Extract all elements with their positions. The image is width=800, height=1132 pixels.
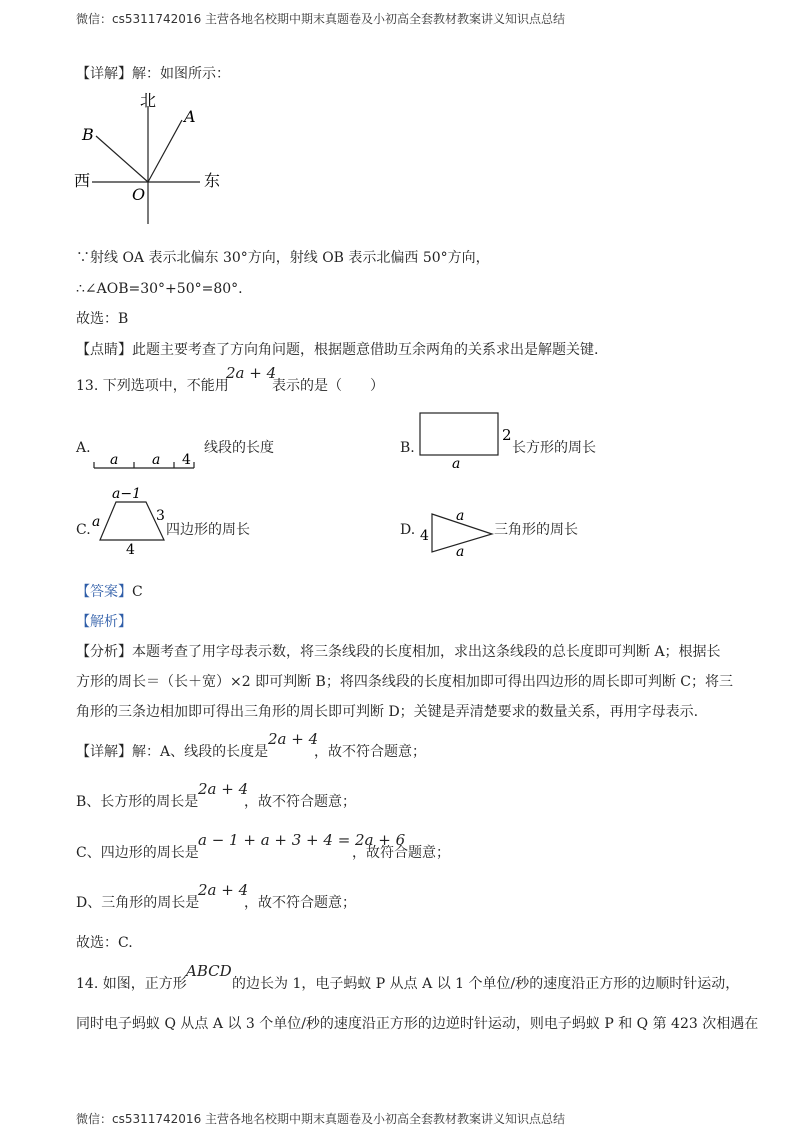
q13-detail-b-prefix: B、长方形的周长是 — [76, 794, 199, 810]
triangle-left-label: 4 — [420, 528, 429, 544]
rectangle-shape — [420, 413, 498, 455]
q13-detail-b-suffix: ，故不符合题意； — [244, 794, 356, 810]
quad-top-label: a−1 — [112, 486, 141, 502]
q13-detail-d-expr: 2a + 4 — [198, 881, 249, 899]
rectangle-bottom-label: a — [452, 456, 461, 472]
q12-comment: 【点睛】此题主要考查了方向角问题，根据题意借助互余两角的关系求出是解题关键. — [76, 342, 599, 358]
q13-detail-a-expr: 2a + 4 — [268, 730, 319, 748]
segment-label-4: 4 — [182, 452, 191, 468]
compass-west: 西 — [74, 171, 91, 190]
q13-option-c-caption: 四边形的周长 — [166, 522, 250, 538]
q13-detail-c-prefix: C、四边形的周长是 — [76, 845, 199, 861]
q13-stem-after: 表示的是（ ） — [272, 378, 384, 394]
q13-option-a-caption: 线段的长度 — [204, 440, 274, 456]
segment-label-a1: a — [110, 452, 119, 468]
option-d-triangle-figure — [418, 504, 498, 560]
ray-ob — [96, 136, 148, 182]
q13-stem-before: 13. 下列选项中，不能用 — [76, 378, 229, 394]
q14-line1-after: 的边长为 1，电子蚂蚁 P 从点 A 以 1 个单位/秒的速度沿正方形的边顺时针运动， — [232, 976, 740, 992]
q12-because: ∵射线 OA 表示北偏东 30°方向，射线 OB 表示北偏西 50°方向， — [76, 250, 490, 266]
q12-detail-intro: 【详解】解：如图所示： — [76, 66, 230, 82]
q13-answer-value: C — [132, 584, 143, 600]
triangle-bottom-label: a — [456, 544, 465, 560]
triangle-top-label: a — [456, 508, 465, 524]
q13-option-b-caption: 长方形的周长 — [512, 440, 596, 456]
compass-point-a: A — [184, 107, 196, 126]
compass-east: 东 — [204, 171, 221, 190]
q12-choose: 故选：B — [76, 311, 129, 327]
q13-analysis-line-1: 【分析】本题考查了用字母表示数，将三条线段的长度相加，求出这条线段的总长度即可判断 A；根据长 — [76, 644, 721, 660]
quadrilateral-shape — [100, 502, 164, 540]
compass-north: 北 — [140, 91, 157, 110]
compass-diagram — [70, 88, 240, 228]
q13-detail-d-suffix: ，故不符合题意； — [244, 895, 356, 911]
q13-option-d-letter: D. — [400, 522, 416, 538]
quad-left-label: a — [92, 514, 101, 530]
q13-analysis-line-2: 方形的周长＝（长＋宽）×2 即可判断 B；将四条线段的长度相加即可得出四边形的周长即可判断 C；将三 — [76, 674, 733, 690]
q13-answer-row — [76, 582, 143, 602]
q12-therefore: ∴∠AOB=30°+50°=80°. — [76, 281, 243, 297]
page-footer: 微信：cs5311742016 主营各地名校期中期末真题卷及小初高全套教材教案讲义知识点总结 — [76, 1112, 566, 1126]
q14-square-name: ABCD — [186, 962, 232, 980]
q13-option-c-letter: C. — [76, 522, 91, 538]
quad-bottom-label: 4 — [126, 542, 135, 558]
compass-point-b: B — [82, 125, 94, 144]
q13-option-d-caption: 三角形的周长 — [494, 522, 578, 538]
compass-origin-o: O — [132, 185, 146, 204]
q13-analysis-tag: 【解析】 — [76, 614, 132, 630]
page-header: 微信：cs5311742016 主营各地名校期中期末真题卷及小初高全套教材教案讲义知识点总结 — [76, 12, 566, 26]
rectangle-side-label: 2 — [502, 426, 512, 444]
q13-option-a-letter: A. — [76, 440, 91, 456]
q13-stem-expr: 2a + 4 — [226, 364, 277, 382]
q13-detail-a-prefix: 【详解】解：A、线段的长度是 — [76, 744, 269, 760]
q13-detail-c-expr: a − 1 + a + 3 + 4 = 2a + 6 — [198, 831, 406, 849]
option-a-segment-figure — [88, 448, 200, 476]
q13-detail-c-suffix: ，故符合题意； — [352, 845, 450, 861]
ray-oa — [148, 120, 182, 182]
q14-line1-before: 14. 如图，正方形 — [76, 976, 187, 992]
q13-detail-a-suffix: ，故不符合题意； — [314, 744, 426, 760]
q13-detail-d-prefix: D、三角形的周长是 — [76, 895, 200, 911]
quad-right-label: 3 — [156, 508, 165, 524]
q14-line2: 同时电子蚂蚁 Q 从点 A 以 3 个单位/秒的速度沿正方形的边逆时针运动，则电子蚂蚁 P 和 Q 第 423 次相遇在 — [76, 1016, 759, 1032]
q13-analysis-line-3: 角形的三条边相加即可得出三角形的周长即可判断 D；关键是弄清楚要求的数量关系，再用字母表示. — [76, 704, 699, 720]
option-b-rectangle-figure — [418, 410, 514, 472]
q13-detail-b-expr: 2a + 4 — [198, 780, 249, 798]
option-c-quadrilateral-figure — [88, 484, 170, 558]
q13-option-b-letter: B. — [400, 440, 415, 456]
q13-choose: 故选：C. — [76, 935, 133, 951]
q13-answer-tag: 【答案】 — [76, 584, 132, 600]
segment-label-a2: a — [152, 452, 161, 468]
